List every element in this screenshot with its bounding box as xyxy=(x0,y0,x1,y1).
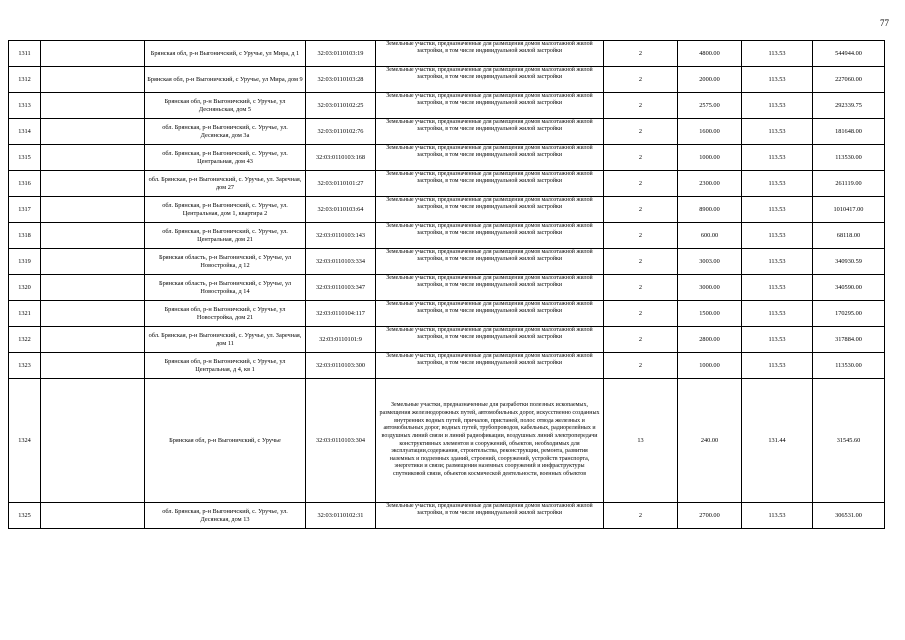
address-cell: Брянская обл, р-н Выгоничский, с Уручье, ул Мира, д 1 xyxy=(145,41,306,67)
group-cell: 2 xyxy=(604,353,678,379)
cadastral-number-cell: 32:03:0110104:117 xyxy=(306,301,376,327)
group-cell: 2 xyxy=(604,171,678,197)
land-purpose-cell: Земельные участки, предназначенные для размещения домов малоэтажной жилой застройки, в том числе индивидуальной жилой застройки xyxy=(376,223,604,249)
group-cell: 2 xyxy=(604,327,678,353)
empty-cell xyxy=(41,41,145,67)
cadastral-number-cell: 32:03:0110101:9 xyxy=(306,327,376,353)
row-number: 1316 xyxy=(9,171,41,197)
land-purpose-cell: Земельные участки, предназначенные для размещения домов малоэтажной жилой застройки, в том числе индивидуальной жилой застройки xyxy=(376,145,604,171)
group-cell: 2 xyxy=(604,223,678,249)
table-row xyxy=(9,41,885,67)
cadastral-number-cell: 32:03:0110103:64 xyxy=(306,197,376,223)
area-cell: 1000.00 xyxy=(678,353,742,379)
land-purpose-cell: Земельные участки, предназначенные для разработки полезных ископаемых, размещения железнодорожных путей, автомобильных дорог, искусственно созданных внутренних водных путей, причалов, пристаней, полос отвода железных и автомобильных дорог, водных путей, трубопроводов, кабельных, радиорелейных и воздушных линий связи и линий радиофикации, воздушных линий электропередачи конструктивных элементов и сооружений, объектов, необходимых для эксплуатации,содержания, строительства, реконструкции, ремонта, развития наземных и подземных зданий, строений, сооружений, устройств транспорта, энергетики и связи; размещения наземных сооружений и инфраструктуры спутниковой связи, объектов космической деятельности, военных объектов xyxy=(376,379,604,503)
table-row xyxy=(9,249,885,275)
address-cell: Брянская обл, р-н Выгоничский, с Уручье, ул Мира, дом 9 xyxy=(145,67,306,93)
empty-cell xyxy=(41,379,145,503)
empty-cell xyxy=(41,249,145,275)
table-row xyxy=(9,275,885,301)
cadastral-value-cell: 340930.59 xyxy=(813,249,885,275)
group-cell: 2 xyxy=(604,41,678,67)
empty-cell xyxy=(41,197,145,223)
address-cell: обл. Брянская, р-н Выгоничский, с. Уручье, ул. Заречная, дом 11 xyxy=(145,327,306,353)
cadastral-value-cell: 544944.00 xyxy=(813,41,885,67)
row-number: 1315 xyxy=(9,145,41,171)
cadastral-number-cell: 32:03:0110103:143 xyxy=(306,223,376,249)
land-purpose-cell: Земельные участки, предназначенные для размещения домов малоэтажной жилой застройки, в том числе индивидуальной жилой застройки xyxy=(376,353,604,379)
rate-cell: 113.53 xyxy=(742,171,813,197)
address-cell: Брянская обл, р-н Выгоничский, с Уручье, ул Новостройка, дом 21 xyxy=(145,301,306,327)
address-cell: обл. Брянская, р-н Выгоничский, с. Уручье, ул. Заречная, дом 27 xyxy=(145,171,306,197)
cadastral-value-cell: 292339.75 xyxy=(813,93,885,119)
area-cell: 600.00 xyxy=(678,223,742,249)
row-number: 1311 xyxy=(9,41,41,67)
row-number: 1325 xyxy=(9,503,41,529)
empty-cell xyxy=(41,171,145,197)
row-number: 1320 xyxy=(9,275,41,301)
table-row xyxy=(9,145,885,171)
empty-cell xyxy=(41,145,145,171)
table-row xyxy=(9,93,885,119)
address-cell: Брянская обл, р-н Выгоничский, с Уручье xyxy=(145,379,306,503)
row-number: 1321 xyxy=(9,301,41,327)
cadastral-value-cell: 227060.00 xyxy=(813,67,885,93)
table-row xyxy=(9,353,885,379)
empty-cell xyxy=(41,223,145,249)
cadastral-number-cell: 32:03:0110103:28 xyxy=(306,67,376,93)
rate-cell: 113.53 xyxy=(742,67,813,93)
empty-cell xyxy=(41,67,145,93)
address-cell: Брянская область, р-н Выгоничский, с Уручье, ул Новостройка, д 14 xyxy=(145,275,306,301)
cadastral-number-cell: 32:03:0110103:334 xyxy=(306,249,376,275)
rate-cell: 113.53 xyxy=(742,41,813,67)
address-cell: обл. Брянская, р-н Выгоничский, с. Уручье, ул. Десянская, дом 13 xyxy=(145,503,306,529)
area-cell: 2300.00 xyxy=(678,171,742,197)
cadastral-number-cell: 32:03:0110101:27 xyxy=(306,171,376,197)
rate-cell: 113.53 xyxy=(742,353,813,379)
group-cell: 2 xyxy=(604,93,678,119)
empty-cell xyxy=(41,353,145,379)
rate-cell: 113.53 xyxy=(742,119,813,145)
land-purpose-cell: Земельные участки, предназначенные для размещения домов малоэтажной жилой застройки, в том числе индивидуальной жилой застройки xyxy=(376,197,604,223)
rate-cell: 113.53 xyxy=(742,93,813,119)
land-purpose-cell: Земельные участки, предназначенные для размещения домов малоэтажной жилой застройки, в том числе индивидуальной жилой застройки xyxy=(376,327,604,353)
group-cell: 2 xyxy=(604,119,678,145)
group-cell: 2 xyxy=(604,197,678,223)
rate-cell: 113.53 xyxy=(742,275,813,301)
rate-cell: 131.44 xyxy=(742,379,813,503)
land-purpose-cell: Земельные участки, предназначенные для размещения домов малоэтажной жилой застройки, в том числе индивидуальной жилой застройки xyxy=(376,93,604,119)
cadastral-number-cell: 32:03:0110103:19 xyxy=(306,41,376,67)
area-cell: 4800.00 xyxy=(678,41,742,67)
land-purpose-cell: Земельные участки, предназначенные для размещения домов малоэтажной жилой застройки, в том числе индивидуальной жилой застройки xyxy=(376,67,604,93)
empty-cell xyxy=(41,275,145,301)
area-cell: 8900.00 xyxy=(678,197,742,223)
rate-cell: 113.53 xyxy=(742,301,813,327)
cadastral-value-cell: 317884.00 xyxy=(813,327,885,353)
empty-cell xyxy=(41,93,145,119)
rate-cell: 113.53 xyxy=(742,327,813,353)
rate-cell: 113.53 xyxy=(742,197,813,223)
table-body xyxy=(9,41,885,529)
page-number: 77 xyxy=(880,18,889,28)
table-row xyxy=(9,503,885,529)
row-number: 1312 xyxy=(9,67,41,93)
group-cell: 13 xyxy=(604,379,678,503)
address-cell: обл. Брянская, р-н Выгоничский, с. Уручье, ул. Центральная, дом 1, квартира 2 xyxy=(145,197,306,223)
area-cell: 3003.00 xyxy=(678,249,742,275)
area-cell: 2800.00 xyxy=(678,327,742,353)
address-cell: Брянская область, р-н Выгоничский, с Уручье, ул Новостройка, д 12 xyxy=(145,249,306,275)
table-row xyxy=(9,379,885,503)
table-row xyxy=(9,171,885,197)
table-row xyxy=(9,327,885,353)
cadastral-value-cell: 340590.00 xyxy=(813,275,885,301)
group-cell: 2 xyxy=(604,503,678,529)
address-cell: Брянская обл, р-н Выгоничский, с Уручье, ул Десняньская, дом 5 xyxy=(145,93,306,119)
area-cell: 3000.00 xyxy=(678,275,742,301)
area-cell: 2000.00 xyxy=(678,67,742,93)
cadastral-number-cell: 32:03:0110102:76 xyxy=(306,119,376,145)
land-purpose-cell: Земельные участки, предназначенные для размещения домов малоэтажной жилой застройки, в том числе индивидуальной жилой застройки xyxy=(376,41,604,67)
group-cell: 2 xyxy=(604,275,678,301)
row-number: 1317 xyxy=(9,197,41,223)
land-registry-table xyxy=(8,40,885,529)
row-number: 1323 xyxy=(9,353,41,379)
rate-cell: 113.53 xyxy=(742,503,813,529)
table-row xyxy=(9,119,885,145)
area-cell: 1600.00 xyxy=(678,119,742,145)
row-number: 1313 xyxy=(9,93,41,119)
cadastral-number-cell: 32:03:0110102:25 xyxy=(306,93,376,119)
cadastral-number-cell: 32:03:0110102:31 xyxy=(306,503,376,529)
table-row xyxy=(9,223,885,249)
cadastral-value-cell: 113530.00 xyxy=(813,145,885,171)
cadastral-number-cell: 32:03:0110103:168 xyxy=(306,145,376,171)
group-cell: 2 xyxy=(604,145,678,171)
area-cell: 1500.00 xyxy=(678,301,742,327)
row-number: 1318 xyxy=(9,223,41,249)
cadastral-value-cell: 170295.00 xyxy=(813,301,885,327)
cadastral-value-cell: 113530.00 xyxy=(813,353,885,379)
land-purpose-cell: Земельные участки, предназначенные для размещения домов малоэтажной жилой застройки, в том числе индивидуальной жилой застройки xyxy=(376,301,604,327)
land-purpose-cell: Земельные участки, предназначенные для размещения домов малоэтажной жилой застройки, в том числе индивидуальной жилой застройки xyxy=(376,503,604,529)
cadastral-number-cell: 32:03:0110103:300 xyxy=(306,353,376,379)
area-cell: 240.00 xyxy=(678,379,742,503)
row-number: 1322 xyxy=(9,327,41,353)
area-cell: 1000.00 xyxy=(678,145,742,171)
cadastral-value-cell: 261119.00 xyxy=(813,171,885,197)
group-cell: 2 xyxy=(604,67,678,93)
address-cell: Брянская обл, р-н Выгоничский, с Уручье, ул Центральная, д 4, кв 1 xyxy=(145,353,306,379)
area-cell: 2700.00 xyxy=(678,503,742,529)
empty-cell xyxy=(41,119,145,145)
address-cell: обл. Брянская, р-н Выгоничский, с. Уручье, ул. Центральная, дом 43 xyxy=(145,145,306,171)
rate-cell: 113.53 xyxy=(742,145,813,171)
land-purpose-cell: Земельные участки, предназначенные для размещения домов малоэтажной жилой застройки, в том числе индивидуальной жилой застройки xyxy=(376,249,604,275)
empty-cell xyxy=(41,327,145,353)
row-number: 1314 xyxy=(9,119,41,145)
land-purpose-cell: Земельные участки, предназначенные для размещения домов малоэтажной жилой застройки, в том числе индивидуальной жилой застройки xyxy=(376,275,604,301)
cadastral-value-cell: 181648.00 xyxy=(813,119,885,145)
cadastral-number-cell: 32:03:0110103:304 xyxy=(306,379,376,503)
row-number: 1319 xyxy=(9,249,41,275)
table-row xyxy=(9,197,885,223)
table-row xyxy=(9,301,885,327)
area-cell: 2575.00 xyxy=(678,93,742,119)
rate-cell: 113.53 xyxy=(742,223,813,249)
row-number: 1324 xyxy=(9,379,41,503)
rate-cell: 113.53 xyxy=(742,249,813,275)
land-purpose-cell: Земельные участки, предназначенные для размещения домов малоэтажной жилой застройки, в том числе индивидуальной жилой застройки xyxy=(376,119,604,145)
cadastral-value-cell: 31545.60 xyxy=(813,379,885,503)
cadastral-number-cell: 32:03:0110103:347 xyxy=(306,275,376,301)
group-cell: 2 xyxy=(604,301,678,327)
cadastral-value-cell: 68118.00 xyxy=(813,223,885,249)
group-cell: 2 xyxy=(604,249,678,275)
cadastral-value-cell: 306531.00 xyxy=(813,503,885,529)
table-row xyxy=(9,67,885,93)
land-purpose-cell: Земельные участки, предназначенные для размещения домов малоэтажной жилой застройки, в том числе индивидуальной жилой застройки xyxy=(376,171,604,197)
empty-cell xyxy=(41,301,145,327)
address-cell: обл. Брянская, р-н Выгоничский, с. Уручье, ул. Десянская, дом 3а xyxy=(145,119,306,145)
address-cell: обл. Брянская, р-н Выгоничский, с. Уручье, ул. Центральная, дом 21 xyxy=(145,223,306,249)
cadastral-value-cell: 1010417.00 xyxy=(813,197,885,223)
empty-cell xyxy=(41,503,145,529)
